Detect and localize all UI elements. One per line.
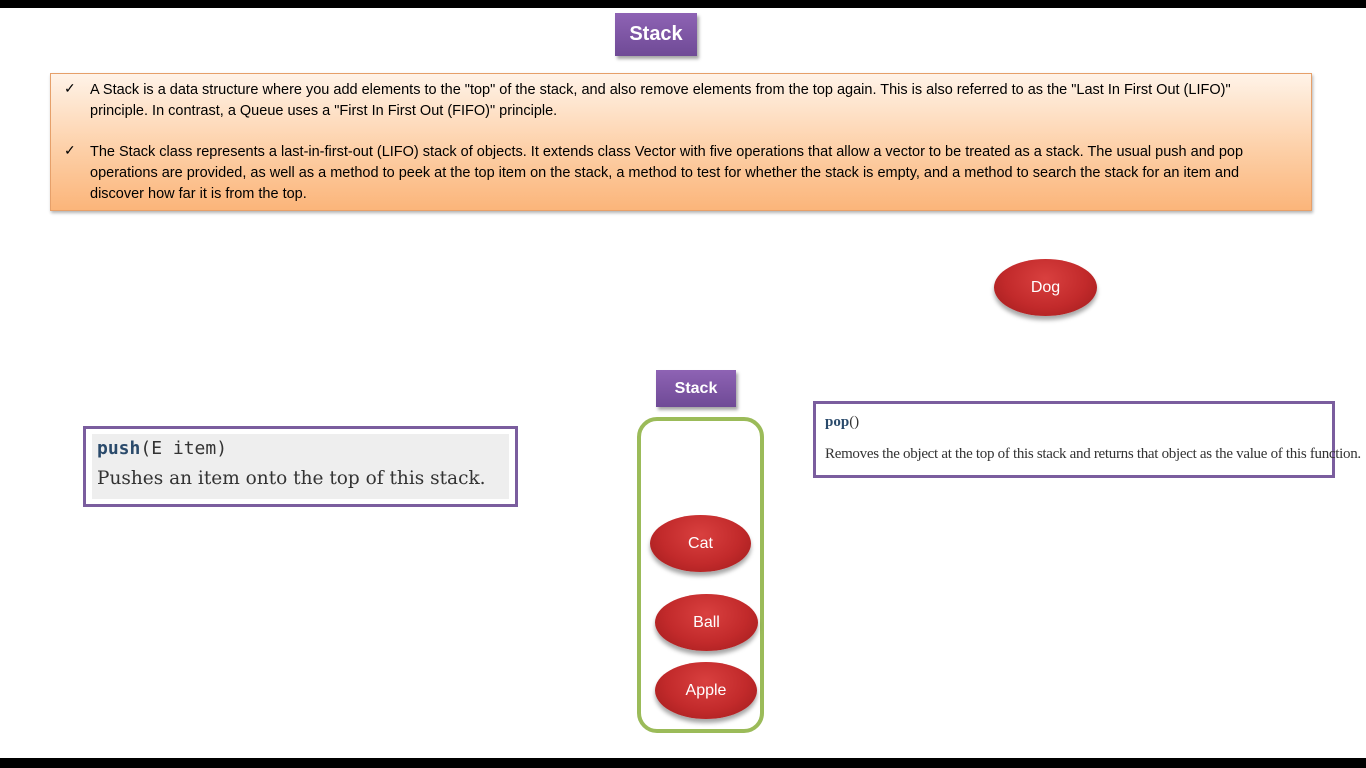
checkmark-icon: ✓ [64, 80, 76, 96]
push-signature [97, 438, 227, 459]
pop-signature [825, 414, 859, 431]
pop-method-name: pop [825, 414, 850, 430]
stack-item-cat: Cat [650, 515, 751, 572]
bullet-text: The Stack class represents a last-in-first-out (LIFO) stack of objects. It extends class Vector with five operations that allow a vector to be treated as a stack. The usual push and pop operations are provided, as well as a method to peek at the top item on the stack, a method to test for whether the stack is empty, and a method to search the stack for an item and discover how far it is from the top. [90, 144, 1244, 202]
pop-description: Removes the object at the top of this stack and returns that object as the value of this function. [825, 446, 1361, 462]
pop-method-doc [813, 401, 1361, 478]
info-panel [50, 73, 1312, 211]
bullet-item [51, 80, 1291, 122]
stack-item-apple: Apple [655, 662, 757, 719]
push-doc-inner [92, 434, 509, 499]
push-description: Pushes an item onto the top of this stack. [97, 468, 486, 489]
bottom-black-bar [0, 758, 1366, 768]
bullet-text: A Stack is a data structure where you add elements to the "top" of the stack, and also remove elements from the top again. This is also referred to as the "Last In First Out (LIFO)" principle. In contrast, a Queue uses a "First In First Out (FIFO)" principle. [90, 82, 1231, 119]
stack-item-ball: Ball [655, 594, 758, 651]
bullet-item [51, 142, 1291, 205]
top-black-bar [0, 0, 1366, 8]
pop-params: () [849, 414, 860, 430]
slide-title: Stack [615, 13, 697, 56]
checkmark-icon: ✓ [64, 142, 76, 158]
push-params: (E item) [140, 438, 228, 459]
stack-label: Stack [656, 370, 736, 407]
popped-item-dog: Dog [994, 259, 1097, 316]
push-method-doc [83, 426, 518, 507]
push-method-name: push [97, 438, 141, 459]
